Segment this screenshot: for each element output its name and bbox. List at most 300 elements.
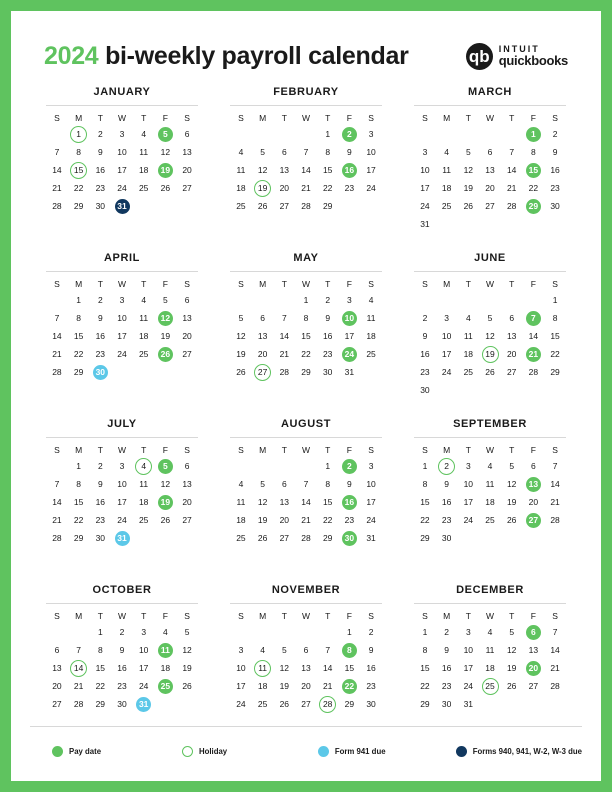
day-number: 26: [236, 366, 246, 377]
day-cell-empty: [501, 695, 523, 713]
day-number: 20: [257, 348, 268, 359]
day-cell: [46, 511, 68, 529]
brand-product-text: quickbooks: [498, 53, 568, 69]
day-cell: [317, 197, 339, 215]
day-number: 21: [73, 680, 84, 691]
day-number: 26: [279, 698, 290, 709]
day-number: 25: [158, 679, 173, 694]
day-number: 20: [182, 164, 192, 175]
day-cell: [436, 529, 458, 547]
day-cell: [176, 309, 198, 327]
day-cell: [317, 345, 339, 363]
day-cell: [89, 695, 111, 713]
weekday-label: S: [552, 279, 558, 289]
day-cell-pay: [155, 641, 177, 659]
day-number: 30: [366, 698, 376, 709]
legend-item-f941: [318, 746, 456, 757]
day-cell: [133, 143, 155, 161]
day-cell: [479, 161, 501, 179]
day-number: 26: [182, 680, 192, 691]
day-number: 25: [482, 678, 499, 695]
day-cell: [360, 125, 382, 143]
week-row: [30, 695, 214, 713]
day-number: 30: [322, 366, 333, 377]
day-cell: [230, 309, 252, 327]
day-number: 6: [54, 644, 60, 655]
day-cell: [46, 677, 68, 695]
day-cell-holiday: [252, 179, 274, 197]
day-cell-pay: [155, 677, 177, 695]
day-number: 8: [325, 146, 331, 157]
day-number: 28: [319, 696, 336, 713]
day-number: 29: [301, 366, 311, 377]
weekday-label: M: [259, 611, 267, 621]
day-cell-holiday: [436, 457, 458, 475]
day-cell: [436, 161, 458, 179]
day-cell-holiday: [68, 125, 90, 143]
day-number: 30: [550, 200, 560, 211]
day-number: 25: [138, 514, 149, 525]
week-row: [398, 291, 582, 309]
day-cell-empty: [46, 457, 68, 475]
weekday-label: M: [259, 279, 267, 289]
day-number: 10: [366, 478, 376, 489]
day-cell: [479, 623, 501, 641]
day-number: 25: [366, 348, 376, 359]
day-cell: [273, 641, 295, 659]
day-cell-pay: [339, 641, 361, 659]
day-cell-holiday: [479, 677, 501, 695]
top-border-band: [0, 0, 612, 11]
month-divider: [414, 271, 566, 272]
day-number: 13: [526, 477, 541, 492]
day-cell: [273, 529, 295, 547]
day-number: 2: [444, 626, 449, 637]
day-number: 11: [442, 164, 452, 175]
day-cell: [133, 179, 155, 197]
weekday-label: S: [54, 445, 60, 455]
day-cell: [273, 493, 295, 511]
day-cell: [252, 529, 274, 547]
weekday-label: F: [530, 279, 536, 289]
day-number: 10: [463, 644, 474, 655]
day-number: 20: [526, 661, 541, 676]
day-number: 9: [347, 146, 352, 157]
day-number: 27: [506, 366, 517, 377]
day-number: 3: [347, 294, 352, 305]
day-number: 19: [236, 348, 246, 359]
day-number: 20: [279, 182, 290, 193]
day-cell: [230, 179, 252, 197]
week-row: [214, 125, 398, 143]
day-number: 30: [441, 532, 452, 543]
weekday-label: T: [97, 611, 103, 621]
day-number: 14: [279, 330, 290, 341]
legend-swatch-f941-icon: [318, 746, 329, 757]
day-cell-pay: [155, 161, 177, 179]
day-cell: [414, 641, 436, 659]
day-cell: [544, 677, 566, 695]
weekday-label: W: [301, 279, 311, 289]
weekday-label: T: [509, 445, 515, 455]
day-cell: [176, 677, 198, 695]
day-cell: [544, 623, 566, 641]
day-cell: [295, 677, 317, 695]
day-cell: [339, 695, 361, 713]
weekday-label: T: [509, 113, 515, 123]
day-number: 9: [325, 312, 331, 323]
day-cell: [111, 493, 133, 511]
day-cell: [295, 143, 317, 161]
day-cell: [111, 677, 133, 695]
month-name: APRIL: [104, 252, 140, 264]
day-cell: [230, 511, 252, 529]
legend-swatch-fw2-icon: [456, 746, 467, 757]
day-number: 7: [54, 312, 60, 323]
day-cell: [89, 641, 111, 659]
weekday-label: S: [238, 611, 244, 621]
day-cell: [457, 511, 479, 529]
day-cell-empty: [544, 215, 566, 233]
day-cell: [89, 475, 111, 493]
day-cell-empty: [252, 457, 274, 475]
day-cell: [295, 345, 317, 363]
week-row: [30, 309, 214, 327]
day-cell: [295, 475, 317, 493]
day-number: 3: [119, 294, 125, 305]
day-cell-empty: [501, 125, 523, 143]
day-number: 12: [506, 478, 517, 489]
day-cell: [436, 475, 458, 493]
day-number: 27: [182, 514, 192, 525]
day-number: 5: [158, 127, 173, 142]
weekday-label: S: [552, 611, 558, 621]
weekday-label: M: [75, 611, 83, 621]
day-cell: [133, 161, 155, 179]
day-number: 6: [281, 478, 287, 489]
day-number: 5: [238, 312, 244, 323]
day-number: 21: [550, 496, 560, 507]
day-number: 2: [552, 128, 558, 139]
day-cell-empty: [176, 529, 198, 547]
week-row: [30, 511, 214, 529]
day-cell: [252, 143, 274, 161]
day-number: 3: [119, 460, 125, 471]
week-row: [398, 125, 582, 143]
week-row: [398, 659, 582, 677]
day-cell: [501, 677, 523, 695]
day-cell-pay: [155, 457, 177, 475]
day-cell: [360, 529, 382, 547]
day-cell: [230, 695, 252, 713]
day-cell: [230, 345, 252, 363]
month-divider: [46, 271, 198, 272]
day-cell: [68, 291, 90, 309]
day-number: 3: [141, 626, 147, 637]
weekday-label: F: [530, 611, 536, 621]
day-cell: [479, 309, 501, 327]
day-number: 16: [95, 330, 106, 341]
day-number: 12: [158, 311, 173, 326]
day-cell-pay: [523, 197, 545, 215]
day-cell: [523, 363, 545, 381]
day-cell: [133, 677, 155, 695]
day-cell-empty: [133, 197, 155, 215]
day-cell: [317, 363, 339, 381]
day-number: 23: [550, 182, 560, 193]
day-number: 23: [441, 514, 452, 525]
day-number: 5: [509, 460, 515, 471]
day-number: 28: [73, 698, 84, 709]
week-row: [398, 529, 582, 547]
day-cell: [273, 345, 295, 363]
day-number: 5: [158, 459, 173, 474]
day-number: 11: [366, 312, 376, 323]
day-number: 8: [76, 146, 81, 157]
day-cell: [89, 511, 111, 529]
day-cell-pay: [339, 161, 361, 179]
week-row: [30, 179, 214, 197]
day-cell: [457, 695, 479, 713]
day-cell: [46, 641, 68, 659]
day-number: 27: [528, 680, 539, 691]
day-cell-empty: [230, 291, 252, 309]
day-number: 20: [301, 680, 311, 691]
day-number: 21: [322, 680, 333, 691]
day-number: 16: [342, 163, 357, 178]
weekday-label: M: [75, 279, 83, 289]
day-number: 31: [115, 531, 130, 546]
day-cell: [133, 511, 155, 529]
day-cell-pay: [523, 659, 545, 677]
day-number: 14: [52, 330, 62, 341]
week-row: [30, 659, 214, 677]
day-cell: [317, 457, 339, 475]
day-cell: [339, 475, 361, 493]
day-cell-pay: [155, 309, 177, 327]
day-number: 12: [182, 644, 192, 655]
day-number: 10: [138, 644, 149, 655]
day-cell: [155, 291, 177, 309]
week-row: [30, 161, 214, 179]
month-divider: [230, 437, 382, 438]
day-cell: [436, 309, 458, 327]
day-cell: [133, 623, 155, 641]
day-number: 28: [528, 366, 539, 377]
legend-label: Pay date: [69, 746, 102, 756]
day-cell: [360, 695, 382, 713]
day-number: 8: [303, 312, 309, 323]
week-row: [398, 345, 582, 363]
day-cell-empty: [111, 363, 133, 381]
day-number: 9: [347, 478, 352, 489]
day-cell-holiday: [68, 659, 90, 677]
week-row: [30, 327, 214, 345]
weekday-label: T: [465, 445, 471, 455]
day-number: 21: [526, 347, 541, 362]
day-cell: [544, 475, 566, 493]
legend-label: Holiday: [198, 746, 228, 756]
day-number: 8: [97, 644, 103, 655]
day-cell: [523, 179, 545, 197]
day-number: 25: [138, 182, 149, 193]
day-cell-pay: [339, 677, 361, 695]
day-cell: [176, 493, 198, 511]
day-number: 18: [485, 496, 495, 507]
weekday-label: S: [54, 611, 60, 621]
weekday-label: T: [509, 611, 515, 621]
weekday-label: M: [75, 445, 83, 455]
day-cell: [46, 143, 68, 161]
day-cell: [544, 511, 566, 529]
day-cell-empty: [523, 695, 545, 713]
day-cell: [295, 197, 317, 215]
day-number: 28: [301, 532, 311, 543]
month-name: JULY: [107, 418, 137, 430]
day-number: 3: [465, 460, 471, 471]
weekday-label: T: [325, 113, 331, 123]
day-number: 25: [257, 698, 268, 709]
day-cell: [68, 457, 90, 475]
day-cell: [414, 179, 436, 197]
day-cell: [89, 179, 111, 197]
day-number: 14: [550, 644, 560, 655]
weekday-label: T: [141, 113, 147, 123]
day-number: 1: [76, 460, 81, 471]
day-number: 7: [76, 644, 81, 655]
day-cell: [295, 695, 317, 713]
day-cell: [523, 457, 545, 475]
day-cell: [230, 161, 252, 179]
day-number: 26: [158, 347, 173, 362]
day-number: 7: [509, 146, 515, 157]
week-row: [214, 309, 398, 327]
day-cell: [414, 345, 436, 363]
day-number: 18: [160, 662, 171, 673]
day-cell: [501, 457, 523, 475]
day-number: 5: [487, 312, 493, 323]
day-cell: [111, 345, 133, 363]
day-cell: [111, 179, 133, 197]
month-february: [214, 86, 398, 252]
day-number: 28: [301, 200, 311, 211]
day-number: 4: [135, 458, 152, 475]
weekday-header-row: [30, 609, 214, 623]
day-cell: [89, 291, 111, 309]
day-cell: [295, 327, 317, 345]
day-cell: [544, 179, 566, 197]
weekday-header-row: [398, 111, 582, 125]
day-cell: [133, 125, 155, 143]
day-number: 2: [422, 312, 428, 323]
bottom-border-band: [0, 781, 612, 792]
day-number: 27: [301, 698, 311, 709]
day-cell: [68, 363, 90, 381]
day-number: 14: [550, 478, 560, 489]
day-cell: [360, 511, 382, 529]
day-cell: [111, 291, 133, 309]
day-cell-empty: [155, 695, 177, 713]
day-cell: [68, 143, 90, 161]
day-number: 18: [138, 330, 149, 341]
day-number: 4: [368, 294, 374, 305]
day-cell: [544, 161, 566, 179]
day-cell: [111, 695, 133, 713]
day-number: 1: [70, 126, 87, 143]
day-number: 15: [550, 330, 560, 341]
day-cell-empty: [46, 623, 68, 641]
day-number: 25: [236, 532, 246, 543]
week-row: [30, 677, 214, 695]
day-cell-f941: [111, 529, 133, 547]
day-number: 5: [163, 294, 168, 305]
day-cell: [295, 309, 317, 327]
weekday-label: T: [325, 445, 331, 455]
day-number: 11: [236, 496, 246, 507]
day-cell: [273, 695, 295, 713]
day-number: 28: [550, 680, 560, 691]
day-cell: [295, 291, 317, 309]
day-cell: [414, 529, 436, 547]
day-cell: [360, 309, 382, 327]
day-number: 4: [444, 146, 449, 157]
day-cell-holiday: [68, 161, 90, 179]
day-number: 1: [422, 626, 428, 637]
day-cell: [273, 197, 295, 215]
month-divider: [414, 603, 566, 604]
day-cell: [501, 363, 523, 381]
day-number: 13: [528, 644, 539, 655]
day-cell: [111, 457, 133, 475]
day-cell: [360, 291, 382, 309]
day-cell-empty: [436, 215, 458, 233]
week-row: [214, 641, 398, 659]
day-number: 9: [97, 146, 103, 157]
day-cell: [479, 475, 501, 493]
day-number: 27: [254, 364, 271, 381]
day-number: 13: [182, 312, 192, 323]
day-number: 14: [506, 164, 517, 175]
weekday-label: M: [259, 445, 267, 455]
day-cell: [68, 345, 90, 363]
day-number: 25: [463, 366, 474, 377]
day-cell: [457, 345, 479, 363]
day-cell: [501, 659, 523, 677]
month-march: [398, 86, 582, 252]
day-cell: [273, 475, 295, 493]
day-cell: [111, 641, 133, 659]
week-row: [30, 641, 214, 659]
day-number: 24: [117, 182, 127, 193]
day-cell-empty: [230, 457, 252, 475]
brand-intuit-text: INTUIT: [498, 43, 540, 54]
weekday-label: T: [97, 113, 103, 123]
weekday-label: M: [443, 279, 451, 289]
week-row: [398, 327, 582, 345]
day-cell: [479, 197, 501, 215]
day-number: 3: [422, 146, 428, 157]
day-cell: [457, 677, 479, 695]
day-cell: [89, 125, 111, 143]
month-september: [398, 418, 582, 584]
day-number: 21: [52, 348, 62, 359]
day-number: 10: [420, 164, 430, 175]
day-cell-empty: [176, 197, 198, 215]
day-number: 21: [301, 514, 311, 525]
month-august: [214, 418, 398, 584]
day-cell: [544, 197, 566, 215]
month-divider: [46, 603, 198, 604]
